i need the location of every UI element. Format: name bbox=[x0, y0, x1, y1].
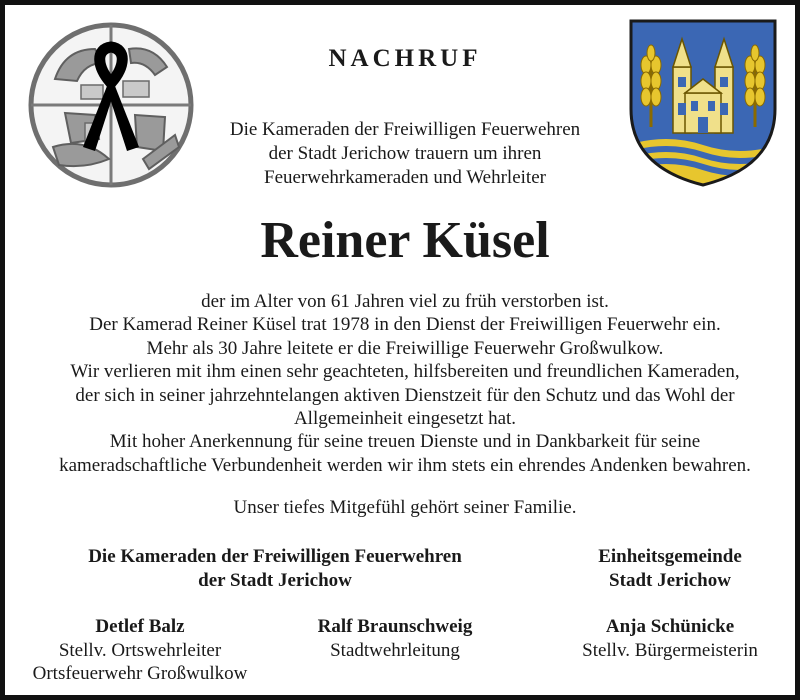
signature-ralf-braunschweig bbox=[295, 615, 495, 662]
obituary-body bbox=[15, 290, 795, 477]
deceased-name: Reiner Küsel bbox=[260, 212, 550, 269]
body-line: der im Alter von 61 Jahren viel zu früh verstorben ist. bbox=[201, 291, 609, 312]
signature-line: Stadt Jerichow bbox=[609, 569, 731, 591]
body-line: Mit hoher Anerkennung für seine treuen Dienste und in Dankbarkeit für seine bbox=[109, 431, 701, 453]
coat-of-arms-icon bbox=[627, 17, 779, 189]
body-line: der sich in seiner jahrzehntelangen aktiven Dienstzeit für den Schutz und das Wohl der bbox=[75, 384, 735, 406]
body-line: Mehr als 30 Jahre leitete er die Freiwillige Feuerwehr Großwulkow. bbox=[146, 337, 664, 359]
signer-title: Stadtwehrleitung bbox=[330, 639, 460, 661]
body-line: Der Kamerad Reiner Küsel trat 1978 in den Dienst der Freiwilligen Feuerwehr ein. bbox=[89, 314, 721, 336]
signer-title: Stellv. Ortswehrleiter bbox=[58, 639, 222, 661]
intro-text bbox=[195, 118, 615, 190]
signer-name: Detlef Balz bbox=[95, 616, 185, 637]
signer-title: Ortsfeuerwehr Großwulkow bbox=[32, 663, 248, 684]
signature-anja-schuenicke bbox=[560, 615, 780, 662]
notice-heading: NACHRUF bbox=[328, 45, 482, 72]
signature-municipality bbox=[565, 545, 775, 592]
signature-line: der Stadt Jerichow bbox=[198, 569, 352, 591]
signature-detlef-balz bbox=[5, 615, 275, 686]
sympathy-line: Unser tiefes Mitgefühl gehört seiner Familie. bbox=[233, 497, 577, 518]
intro-line: Feuerwehrkameraden und Wehrleiter bbox=[264, 167, 546, 188]
signature-line: Die Kameraden der Freiwilligen Feuerwehren bbox=[88, 546, 462, 567]
intro-line: der Stadt Jerichow trauern um ihren bbox=[268, 143, 542, 164]
signature-fire-brigades bbox=[55, 545, 495, 592]
signer-name: Ralf Braunschweig bbox=[317, 616, 473, 637]
signer-title: Stellv. Bürgermeisterin bbox=[582, 639, 758, 661]
signature-line: Einheitsgemeinde bbox=[598, 546, 742, 567]
body-line: kameradschaftliche Verbundenheit werden wir ihm stets ein ehrendes Andenken bewahren. bbox=[59, 454, 751, 476]
body-line: Allgemeinheit eingesetzt hat. bbox=[293, 408, 517, 430]
signer-name: Anja Schünicke bbox=[605, 616, 735, 637]
intro-line: Die Kameraden der Freiwilligen Feuerwehren bbox=[229, 119, 581, 140]
body-line: Wir verlieren mit ihm einen sehr geachteten, hilfsbereiten und freundlichen Kameraden, bbox=[70, 361, 740, 383]
